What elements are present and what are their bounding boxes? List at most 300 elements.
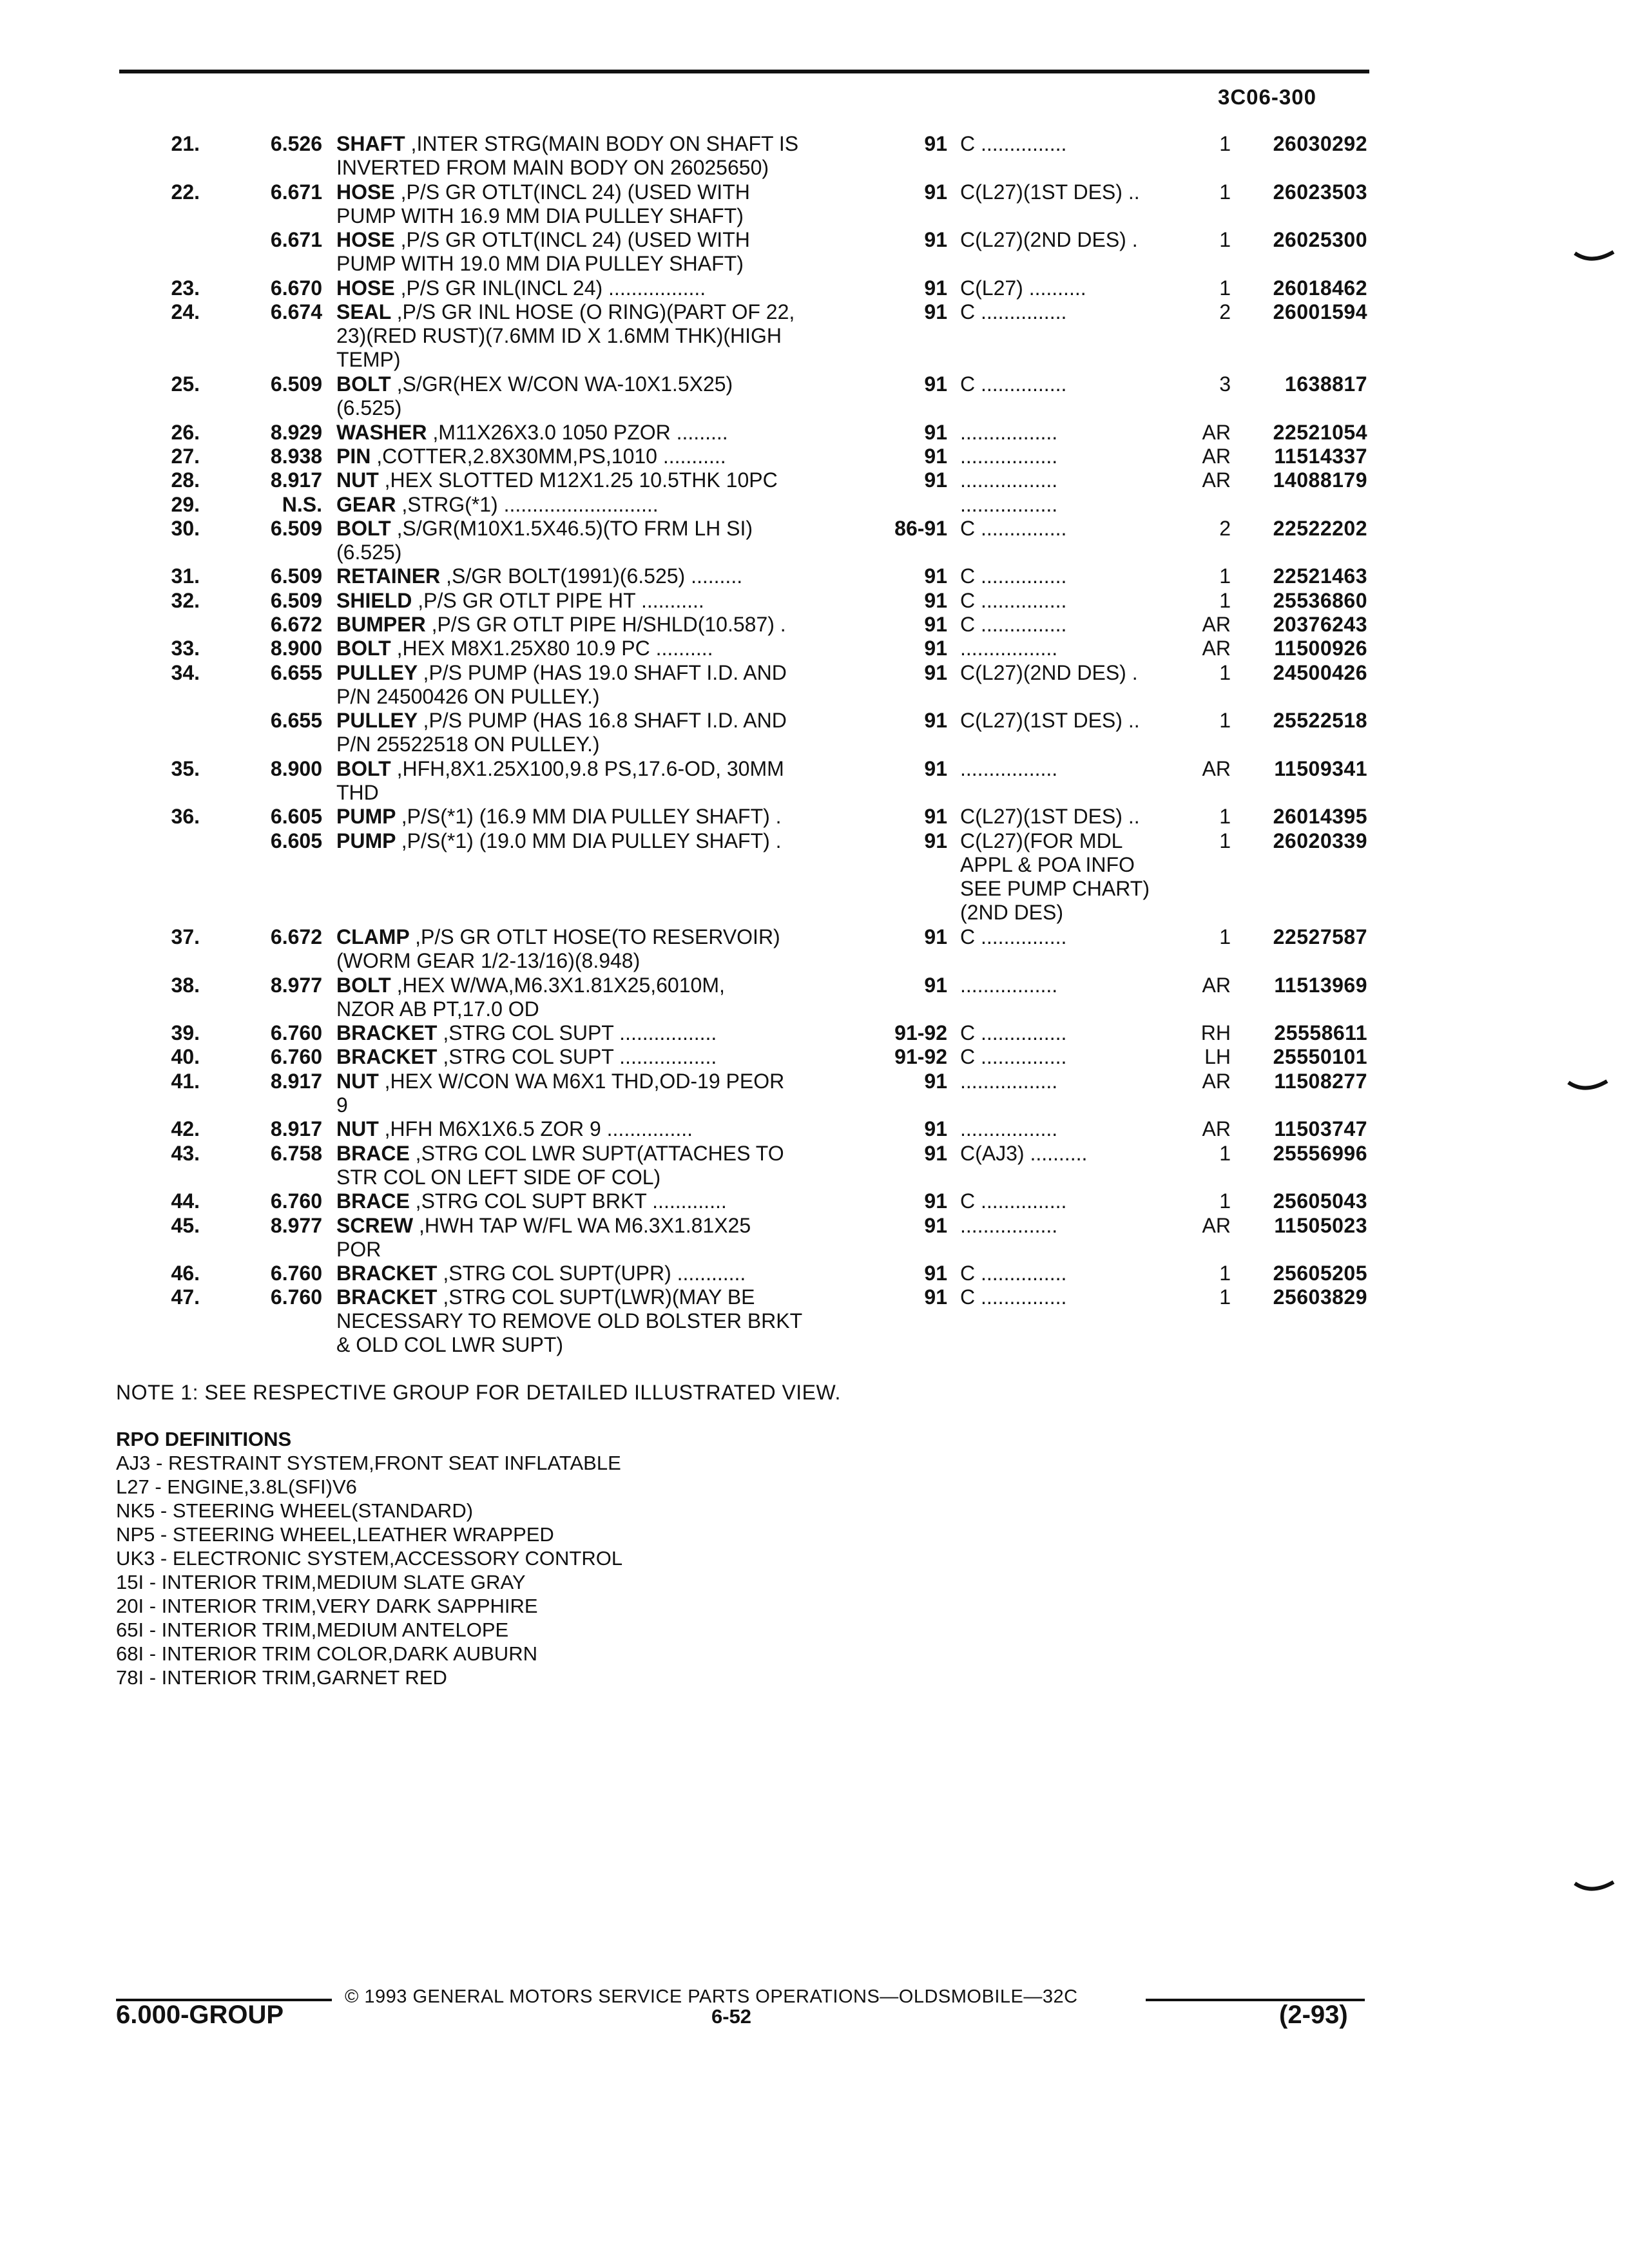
part-description bbox=[336, 637, 865, 660]
part-description-text: ,HEX W/CON WA M6X1 THD,OD-19 PEOR bbox=[384, 1069, 785, 1093]
part-description-text: ,HEX W/WA,M6.3X1.81X25,6010M, bbox=[396, 973, 725, 997]
part-name: BUMPER bbox=[336, 613, 432, 636]
part-usage bbox=[960, 132, 1173, 156]
part-usage-line: C ............... bbox=[960, 1262, 1067, 1285]
footer-date: (2-93) bbox=[1279, 2001, 1348, 2029]
part-description bbox=[336, 300, 865, 372]
note: NOTE 1: SEE RESPECTIVE GROUP FOR DETAILED ILLUSTRATED VIEW. bbox=[116, 1381, 841, 1404]
part-description-line bbox=[336, 228, 865, 252]
part-quantity: AR bbox=[1202, 756, 1231, 780]
part-description-text: ,S/GR(M10X1.5X46.5)(TO FRM LH SI) bbox=[396, 516, 753, 540]
part-year: 91 bbox=[924, 829, 947, 852]
part-usage bbox=[960, 372, 1173, 396]
part-number: 26020339 bbox=[1273, 829, 1367, 852]
part-group-number: 6.760 bbox=[270, 1045, 322, 1069]
part-quantity: AR bbox=[1202, 1069, 1231, 1093]
footer-group: 6.000-GROUP bbox=[116, 2001, 284, 2029]
part-description-line bbox=[336, 925, 865, 949]
part-description-line: NZOR AB PT,17.0 OD bbox=[336, 997, 539, 1021]
part-item-number: 39. bbox=[171, 1021, 200, 1045]
part-name: BRACKET bbox=[336, 1021, 443, 1045]
part-usage-line: ................. bbox=[960, 420, 1058, 444]
part-item-number: 47. bbox=[171, 1285, 200, 1309]
part-quantity: 1 bbox=[1219, 829, 1231, 852]
part-description-line: 23)(RED RUST)(7.6MM ID X 1.6MM THK)(HIGH bbox=[336, 324, 782, 348]
part-year: 91 bbox=[924, 276, 947, 300]
part-usage-line: SEE PUMP CHART) bbox=[960, 876, 1150, 900]
part-description-line bbox=[336, 1070, 865, 1093]
part-number: 25522518 bbox=[1273, 709, 1367, 733]
part-description-line: NECESSARY TO REMOVE OLD BOLSTER BRKT bbox=[336, 1309, 803, 1333]
part-year: 91 bbox=[924, 228, 947, 252]
part-description-line bbox=[336, 1117, 865, 1141]
part-usage-line: C ............... bbox=[960, 300, 1067, 324]
part-name: NUT bbox=[336, 1069, 385, 1093]
part-name: HOSE bbox=[336, 276, 401, 300]
part-usage-line: C(L27)(1ST DES) .. bbox=[960, 709, 1140, 733]
part-description bbox=[336, 925, 865, 973]
part-description bbox=[336, 1142, 865, 1189]
part-description-line bbox=[336, 1214, 865, 1238]
part-description bbox=[336, 445, 865, 468]
part-group-number: 8.977 bbox=[270, 1213, 322, 1237]
part-description bbox=[336, 372, 865, 420]
part-group-number: 8.977 bbox=[270, 973, 322, 997]
part-quantity: 1 bbox=[1219, 228, 1231, 252]
part-usage-line: C ............... bbox=[960, 1189, 1067, 1213]
part-group-number: 6.671 bbox=[270, 228, 322, 252]
part-item-number: 21. bbox=[171, 132, 200, 155]
part-name: BRACKET bbox=[336, 1262, 443, 1285]
part-description-text: ,HFH,8X1.25X100,9.8 PS,17.6-OD, 30MM bbox=[396, 756, 784, 780]
part-usage bbox=[960, 300, 1173, 324]
part-usage bbox=[960, 276, 1173, 300]
binder-mark bbox=[1566, 1077, 1611, 1097]
part-description-text: ,STRG COL LWR SUPT(ATTACHES TO bbox=[415, 1141, 784, 1165]
part-quantity: RH bbox=[1200, 1021, 1231, 1045]
part-description-line: INVERTED FROM MAIN BODY ON 26025650) bbox=[336, 156, 769, 179]
part-description-text: ,P/S(*1) (19.0 MM DIA PULLEY SHAFT) . bbox=[401, 829, 782, 852]
part-group-number: 8.900 bbox=[270, 756, 322, 780]
part-name: PUMP bbox=[336, 805, 401, 829]
part-quantity: 1 bbox=[1219, 588, 1231, 612]
part-description bbox=[336, 276, 865, 300]
part-name: BOLT bbox=[336, 973, 397, 997]
part-usage bbox=[960, 1021, 1173, 1045]
part-quantity: AR bbox=[1202, 444, 1231, 468]
part-usage bbox=[960, 1214, 1173, 1238]
part-description-line bbox=[336, 1285, 865, 1309]
part-number: 25605205 bbox=[1273, 1262, 1367, 1285]
part-description bbox=[336, 564, 865, 588]
part-usage bbox=[960, 1045, 1173, 1069]
part-quantity: LH bbox=[1204, 1045, 1231, 1069]
part-name: BOLT bbox=[336, 637, 397, 660]
part-number: 26001594 bbox=[1273, 300, 1367, 324]
part-usage bbox=[960, 974, 1173, 997]
part-usage bbox=[960, 1189, 1173, 1213]
part-description-line: 9 bbox=[336, 1093, 348, 1117]
part-description bbox=[336, 468, 865, 492]
part-description-line: POR bbox=[336, 1237, 381, 1261]
part-usage bbox=[960, 925, 1173, 949]
part-usage bbox=[960, 757, 1173, 781]
part-number: 24500426 bbox=[1273, 660, 1367, 684]
part-group-number: 6.758 bbox=[270, 1141, 322, 1165]
part-description-line bbox=[336, 564, 865, 588]
part-name: PULLEY bbox=[336, 709, 423, 733]
binder-mark bbox=[1572, 248, 1617, 267]
part-number: 22521463 bbox=[1273, 564, 1367, 588]
part-name: NUT bbox=[336, 468, 385, 492]
part-number: 25536860 bbox=[1273, 588, 1367, 612]
part-usage bbox=[960, 493, 1173, 517]
part-description-line: PUMP WITH 16.9 MM DIA PULLEY SHAFT) bbox=[336, 204, 744, 227]
part-number: 26023503 bbox=[1273, 180, 1367, 204]
part-description bbox=[336, 613, 865, 637]
part-number: 11500926 bbox=[1274, 637, 1367, 660]
part-description-line: TEMP) bbox=[336, 348, 401, 372]
part-group-number: 8.917 bbox=[270, 1069, 322, 1093]
part-usage-line: C(L27)(1ST DES) .. bbox=[960, 180, 1140, 204]
part-usage-line: C ............... bbox=[960, 1021, 1067, 1045]
part-description bbox=[336, 805, 865, 829]
part-description-line bbox=[336, 637, 865, 660]
part-name: BRACE bbox=[336, 1189, 416, 1213]
part-item-number: 31. bbox=[171, 564, 200, 588]
part-description-line: STR COL ON LEFT SIDE OF COL) bbox=[336, 1165, 661, 1189]
part-usage bbox=[960, 445, 1173, 468]
part-quantity: 2 bbox=[1219, 300, 1231, 324]
part-year: 91 bbox=[924, 468, 947, 492]
part-usage-line: C ............... bbox=[960, 1045, 1067, 1069]
part-group-number: N.S. bbox=[282, 492, 322, 516]
part-item-number: 45. bbox=[171, 1213, 200, 1237]
rpo-item: UK3 - ELECTRONIC SYSTEM,ACCESSORY CONTROL bbox=[116, 1547, 623, 1570]
part-year: 91 bbox=[924, 613, 947, 636]
part-year: 91 bbox=[924, 564, 947, 588]
part-name: PULLEY bbox=[336, 660, 423, 684]
part-description-line bbox=[336, 829, 865, 853]
part-description-line bbox=[336, 468, 865, 492]
part-number: 25603829 bbox=[1273, 1285, 1367, 1309]
part-group-number: 6.760 bbox=[270, 1262, 322, 1285]
part-usage-line: C(AJ3) .......... bbox=[960, 1141, 1088, 1165]
binder-mark bbox=[1572, 1878, 1617, 1898]
part-group-number: 8.900 bbox=[270, 637, 322, 660]
part-description-text: ,P/S GR OTLT PIPE H/SHLD(10.587) . bbox=[431, 613, 786, 636]
part-year: 91 bbox=[924, 180, 947, 204]
part-item-number: 34. bbox=[171, 660, 200, 684]
part-description bbox=[336, 1021, 865, 1045]
part-description-line bbox=[336, 276, 865, 300]
part-usage-line: C ............... bbox=[960, 613, 1067, 636]
part-number: 26014395 bbox=[1273, 805, 1367, 829]
part-usage bbox=[960, 829, 1173, 925]
part-group-number: 6.655 bbox=[270, 709, 322, 733]
part-description-text: ,HWH TAP W/FL WA M6.3X1.81X25 bbox=[419, 1213, 751, 1237]
part-group-number: 6.509 bbox=[270, 516, 322, 540]
part-year: 91 bbox=[924, 973, 947, 997]
part-description-line bbox=[336, 757, 865, 781]
part-description-text: ,STRG COL SUPT(UPR) ............ bbox=[443, 1262, 746, 1285]
part-year: 91 bbox=[924, 1069, 947, 1093]
part-usage-line: ................. bbox=[960, 492, 1058, 516]
part-description-text: ,P/S GR OTLT(INCL 24) (USED WITH bbox=[400, 228, 750, 252]
part-quantity: 1 bbox=[1219, 1262, 1231, 1285]
part-description-line: (6.525) bbox=[336, 540, 402, 564]
part-quantity: 1 bbox=[1219, 709, 1231, 733]
part-group-number: 6.670 bbox=[270, 276, 322, 300]
part-description-line: P/N 25522518 ON PULLEY.) bbox=[336, 733, 600, 756]
part-group-number: 6.672 bbox=[270, 925, 322, 948]
part-quantity: 2 bbox=[1219, 516, 1231, 540]
part-description-text: ,STRG(*1) ........................... bbox=[401, 492, 659, 516]
part-item-number: 46. bbox=[171, 1262, 200, 1285]
part-usage-line: ................. bbox=[960, 1117, 1058, 1141]
part-description bbox=[336, 228, 865, 276]
part-usage bbox=[960, 589, 1173, 613]
part-description-text: ,S/GR(HEX W/CON WA-10X1.5X25) bbox=[396, 372, 733, 396]
part-description-text: ,S/GR BOLT(1991)(6.525) ......... bbox=[446, 564, 743, 588]
part-year: 91 bbox=[924, 709, 947, 733]
part-description bbox=[336, 1214, 865, 1262]
part-year: 91 bbox=[924, 372, 947, 396]
part-description bbox=[336, 132, 865, 180]
part-description-text: ,STRG COL SUPT(LWR)(MAY BE bbox=[443, 1285, 755, 1309]
part-name: BOLT bbox=[336, 372, 397, 396]
part-usage-line: C ............... bbox=[960, 564, 1067, 588]
part-usage bbox=[960, 709, 1173, 733]
part-description-text: ,M11X26X3.0 1050 PZOR ......... bbox=[432, 420, 728, 444]
part-description bbox=[336, 180, 865, 228]
part-description-line bbox=[336, 613, 865, 637]
part-description-line bbox=[336, 1142, 865, 1166]
part-description-line bbox=[336, 1262, 865, 1285]
part-description bbox=[336, 1262, 865, 1285]
part-description-text: ,HEX SLOTTED M12X1.25 10.5THK 10PC bbox=[384, 468, 778, 492]
rpo-item: 20I - INTERIOR TRIM,VERY DARK SAPPHIRE bbox=[116, 1595, 538, 1617]
part-usage bbox=[960, 1262, 1173, 1285]
part-number: 11508277 bbox=[1274, 1069, 1367, 1093]
part-quantity: 1 bbox=[1219, 180, 1231, 204]
part-year: 91 bbox=[924, 925, 947, 948]
part-usage bbox=[960, 180, 1173, 204]
rpo-item: NP5 - STEERING WHEEL,LEATHER WRAPPED bbox=[116, 1523, 554, 1546]
part-quantity: AR bbox=[1202, 1117, 1231, 1141]
part-description-line: (WORM GEAR 1/2-13/16)(8.948) bbox=[336, 948, 641, 972]
part-number: 26030292 bbox=[1273, 132, 1367, 155]
part-usage bbox=[960, 1142, 1173, 1166]
part-name: BRACKET bbox=[336, 1285, 443, 1309]
part-group-number: 6.655 bbox=[270, 660, 322, 684]
part-quantity: AR bbox=[1202, 420, 1231, 444]
part-name: WASHER bbox=[336, 420, 433, 444]
part-year: 91 bbox=[924, 1285, 947, 1309]
part-year: 91 bbox=[924, 132, 947, 155]
part-description-text: ,P/S PUMP (HAS 16.8 SHAFT I.D. AND bbox=[423, 709, 787, 733]
part-item-number: 22. bbox=[171, 180, 200, 204]
rpo-item: 78I - INTERIOR TRIM,GARNET RED bbox=[116, 1666, 447, 1689]
rpo-title: RPO DEFINITIONS bbox=[116, 1428, 292, 1450]
part-description-line bbox=[336, 661, 865, 685]
part-item-number: 38. bbox=[171, 973, 200, 997]
part-name: PUMP bbox=[336, 829, 401, 852]
part-usage-line: C ............... bbox=[960, 132, 1067, 155]
part-name: BRACE bbox=[336, 1141, 416, 1165]
part-description-line bbox=[336, 372, 865, 396]
part-description-text: ,INTER STRG(MAIN BODY ON SHAFT IS bbox=[410, 132, 799, 155]
part-usage-line: APPL & POA INFO bbox=[960, 852, 1135, 876]
part-usage-line: C ............... bbox=[960, 372, 1067, 396]
part-description bbox=[336, 493, 865, 517]
part-usage-line: ................. bbox=[960, 973, 1058, 997]
part-name: CLAMP bbox=[336, 925, 416, 948]
part-group-number: 8.917 bbox=[270, 468, 322, 492]
part-description-line bbox=[336, 421, 865, 445]
part-quantity: 1 bbox=[1219, 132, 1231, 155]
part-description-line bbox=[336, 1045, 865, 1069]
part-number: 26018462 bbox=[1273, 276, 1367, 300]
part-number: 11513969 bbox=[1274, 973, 1367, 997]
part-group-number: 8.917 bbox=[270, 1117, 322, 1141]
part-item-number: 26. bbox=[171, 420, 200, 444]
part-name: NUT bbox=[336, 1117, 385, 1141]
part-year: 91-92 bbox=[894, 1045, 947, 1069]
part-quantity: AR bbox=[1202, 973, 1231, 997]
part-description-text: ,P/S GR INL(INCL 24) ................. bbox=[400, 276, 706, 300]
part-description-line bbox=[336, 709, 865, 733]
part-description-line bbox=[336, 445, 865, 468]
part-usage bbox=[960, 1117, 1173, 1141]
part-usage-line: C(L27)(2ND DES) . bbox=[960, 228, 1138, 252]
part-usage-line: (2ND DES) bbox=[960, 900, 1064, 924]
part-usage bbox=[960, 1285, 1173, 1309]
part-year: 91-92 bbox=[894, 1021, 947, 1045]
part-item-number: 41. bbox=[171, 1069, 200, 1093]
part-name: BOLT bbox=[336, 756, 397, 780]
part-usage bbox=[960, 421, 1173, 445]
part-year: 91 bbox=[924, 1141, 947, 1165]
part-description-line: THD bbox=[336, 780, 379, 804]
part-description-text: ,COTTER,2.8X30MM,PS,1010 ........... bbox=[376, 444, 726, 468]
part-year: 91 bbox=[924, 660, 947, 684]
part-item-number: 25. bbox=[171, 372, 200, 396]
part-item-number: 33. bbox=[171, 637, 200, 660]
part-usage bbox=[960, 1070, 1173, 1093]
part-quantity: 1 bbox=[1219, 1189, 1231, 1213]
rpo-item: 65I - INTERIOR TRIM,MEDIUM ANTELOPE bbox=[116, 1619, 509, 1641]
part-quantity: 1 bbox=[1219, 1141, 1231, 1165]
part-description-text: ,P/S GR OTLT(INCL 24) (USED WITH bbox=[400, 180, 750, 204]
part-item-number: 32. bbox=[171, 588, 200, 612]
part-usage-line: C ............... bbox=[960, 516, 1067, 540]
part-usage bbox=[960, 805, 1173, 829]
part-usage-line: C ............... bbox=[960, 588, 1067, 612]
part-item-number: 42. bbox=[171, 1117, 200, 1141]
part-description-line bbox=[336, 300, 865, 324]
part-item-number: 23. bbox=[171, 276, 200, 300]
part-usage-line: ................. bbox=[960, 444, 1058, 468]
part-description bbox=[336, 661, 865, 709]
part-item-number: 28. bbox=[171, 468, 200, 492]
part-usage-line: ................. bbox=[960, 756, 1058, 780]
part-description-line bbox=[336, 974, 865, 997]
part-name: GEAR bbox=[336, 492, 402, 516]
part-quantity: 3 bbox=[1219, 372, 1231, 396]
part-usage-line: C ............... bbox=[960, 925, 1067, 948]
part-description-line bbox=[336, 180, 865, 204]
part-item-number: 35. bbox=[171, 756, 200, 780]
part-group-number: 6.526 bbox=[270, 132, 322, 155]
part-group-number: 6.671 bbox=[270, 180, 322, 204]
part-year: 91 bbox=[924, 588, 947, 612]
part-description-line: (6.525) bbox=[336, 396, 402, 419]
part-item-number: 37. bbox=[171, 925, 200, 948]
part-item-number: 27. bbox=[171, 444, 200, 468]
part-description-text: ,STRG COL SUPT ................. bbox=[443, 1045, 717, 1069]
part-year: 91 bbox=[924, 805, 947, 829]
part-number: 11505023 bbox=[1274, 1213, 1367, 1237]
part-year: 91 bbox=[924, 420, 947, 444]
part-description bbox=[336, 1045, 865, 1069]
part-usage-line: ................. bbox=[960, 468, 1058, 492]
part-group-number: 8.938 bbox=[270, 444, 322, 468]
part-number: 1638817 bbox=[1284, 372, 1367, 396]
part-name: PIN bbox=[336, 444, 377, 468]
part-description bbox=[336, 1070, 865, 1117]
part-description-line bbox=[336, 493, 865, 517]
part-number: 11509341 bbox=[1274, 756, 1367, 780]
part-description bbox=[336, 709, 865, 756]
part-description-text: ,P/S GR OTLT HOSE(TO RESERVOIR) bbox=[415, 925, 780, 948]
part-description bbox=[336, 1189, 865, 1213]
part-name: HOSE bbox=[336, 180, 401, 204]
part-group-number: 6.760 bbox=[270, 1021, 322, 1045]
part-description bbox=[336, 1117, 865, 1141]
part-name: RETAINER bbox=[336, 564, 447, 588]
part-item-number: 29. bbox=[171, 492, 200, 516]
part-number: 22527587 bbox=[1273, 925, 1367, 948]
rpo-item: 68I - INTERIOR TRIM COLOR,DARK AUBURN bbox=[116, 1642, 537, 1665]
part-year: 91 bbox=[924, 444, 947, 468]
part-usage bbox=[960, 468, 1173, 492]
part-year: 91 bbox=[924, 756, 947, 780]
part-description-text: ,HEX M8X1.25X80 10.9 PC .......... bbox=[396, 637, 713, 660]
part-item-number: 44. bbox=[171, 1189, 200, 1213]
part-usage-line: C ............... bbox=[960, 1285, 1067, 1309]
part-usage-line: C(L27)(1ST DES) .. bbox=[960, 805, 1140, 829]
part-name: SHIELD bbox=[336, 588, 418, 612]
part-description-line bbox=[336, 1189, 865, 1213]
part-group-number: 6.760 bbox=[270, 1285, 322, 1309]
part-description-line bbox=[336, 805, 865, 829]
part-name: SEAL bbox=[336, 300, 397, 324]
part-description bbox=[336, 829, 865, 853]
part-quantity: 1 bbox=[1219, 1285, 1231, 1309]
part-usage-line: ................. bbox=[960, 1069, 1058, 1093]
part-description bbox=[336, 974, 865, 1021]
part-description bbox=[336, 757, 865, 805]
rpo-item: 15I - INTERIOR TRIM,MEDIUM SLATE GRAY bbox=[116, 1571, 526, 1593]
part-description-line: P/N 24500426 ON PULLEY.) bbox=[336, 684, 600, 708]
footer-page-number: 6-52 bbox=[711, 2005, 752, 2028]
part-name: BRACKET bbox=[336, 1045, 443, 1069]
part-group-number: 6.605 bbox=[270, 805, 322, 829]
part-quantity: AR bbox=[1202, 1213, 1231, 1237]
part-usage bbox=[960, 564, 1173, 588]
footer-copyright: © 1993 GENERAL MOTORS SERVICE PARTS OPERATIONS—OLDSMOBILE—32C bbox=[345, 1986, 1078, 2007]
